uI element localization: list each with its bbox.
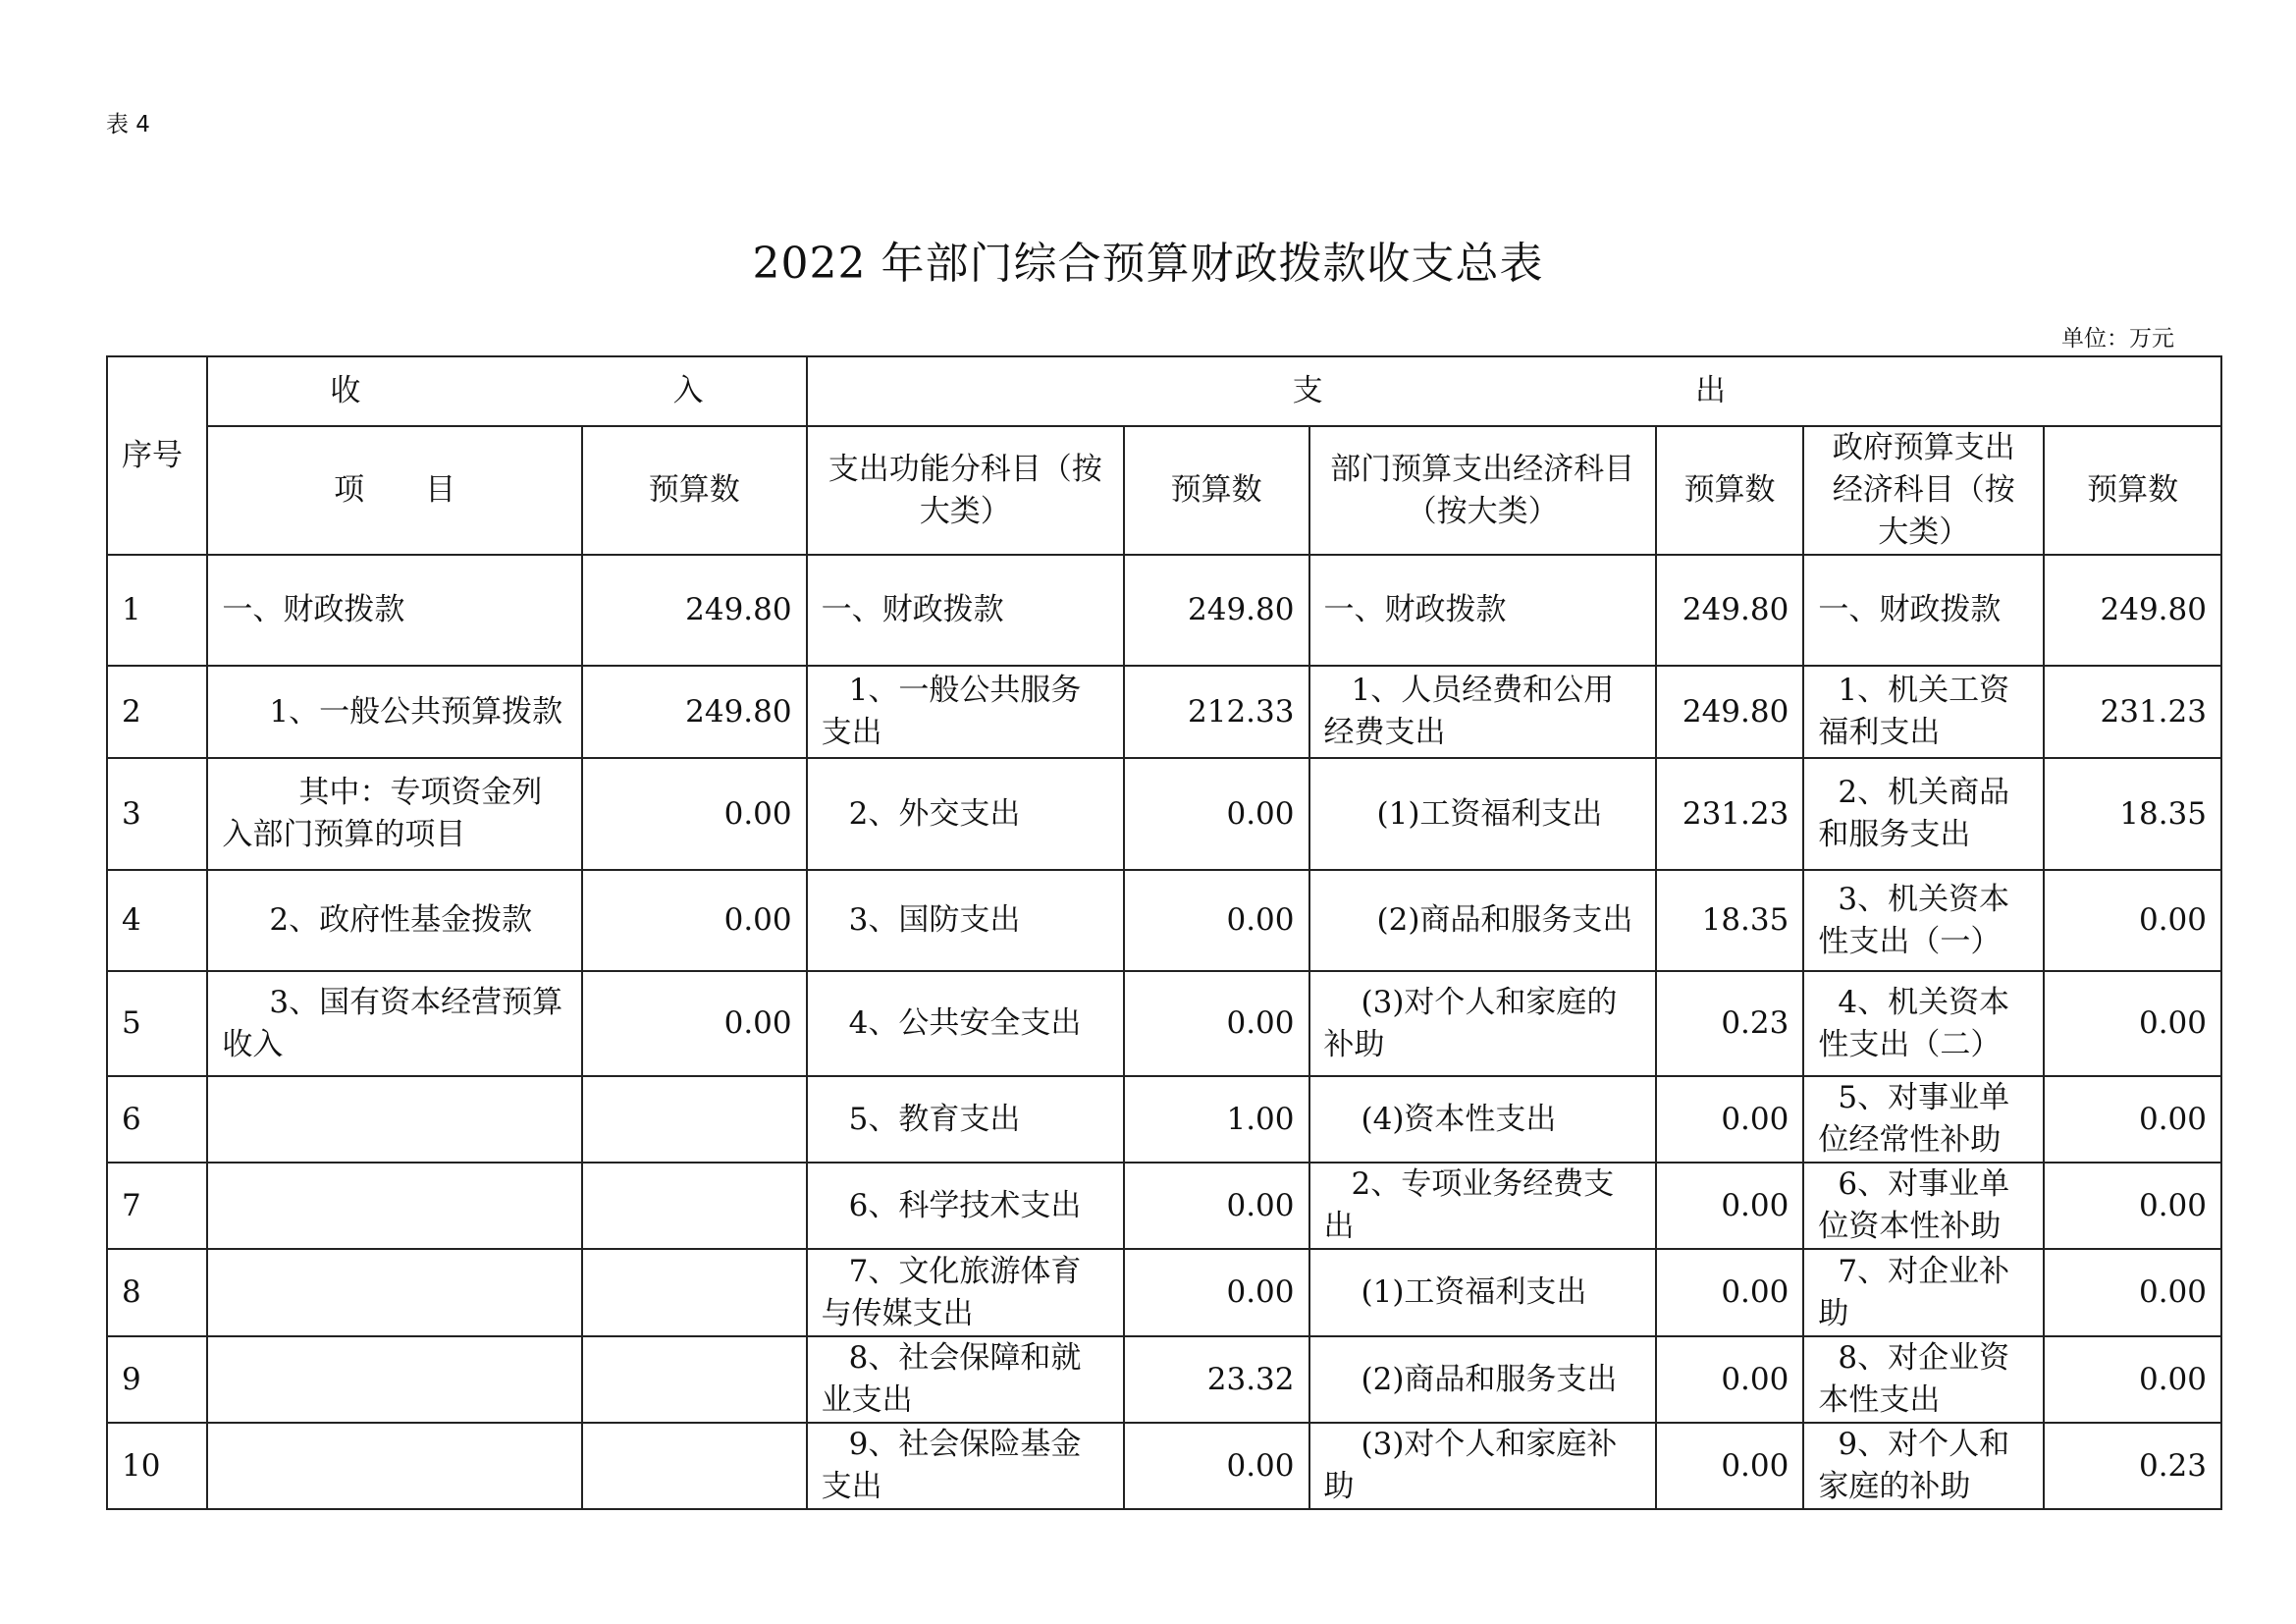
row-item: 一、财政拨款 bbox=[207, 555, 581, 666]
row-no: 4 bbox=[107, 870, 207, 971]
header-income-group bbox=[207, 356, 806, 426]
row-gov: 5、对事业单位经常性补助 bbox=[1803, 1076, 2044, 1163]
row-dept: (3)对个人和家庭补助 bbox=[1309, 1423, 1656, 1509]
row-item-amount bbox=[582, 1163, 807, 1249]
row-gov: 2、机关商品和服务支出 bbox=[1803, 758, 2044, 870]
row-item: 1、一般公共预算拨款 bbox=[207, 666, 581, 758]
header-seq: 序号 bbox=[107, 356, 207, 555]
row-gov: 6、对事业单位资本性补助 bbox=[1803, 1163, 2044, 1249]
table-row bbox=[107, 555, 2221, 666]
row-dept-amount: 249.80 bbox=[1656, 666, 1804, 758]
row-gov-amount: 231.23 bbox=[2044, 666, 2221, 758]
row-dept: (1)工资福利支出 bbox=[1309, 1249, 1656, 1336]
row-item bbox=[207, 1076, 581, 1163]
row-item bbox=[207, 1249, 581, 1336]
row-dept-amount: 0.23 bbox=[1656, 971, 1804, 1076]
header-budget-dept: 预算数 bbox=[1656, 426, 1804, 555]
row-item-amount: 0.00 bbox=[582, 971, 807, 1076]
row-func-amount: 0.00 bbox=[1124, 1163, 1309, 1249]
page-title: 2022 年部门综合预算财政拨款收支总表 bbox=[752, 239, 1544, 289]
row-dept: 1、人员经费和公用经费支出 bbox=[1309, 666, 1656, 758]
row-item: 3、国有资本经营预算收入 bbox=[207, 971, 581, 1076]
row-dept-amount: 0.00 bbox=[1656, 1249, 1804, 1336]
row-no: 3 bbox=[107, 758, 207, 870]
header-expense-char-2: 出 bbox=[1695, 373, 1726, 408]
row-gov-amount: 0.00 bbox=[2044, 1249, 2221, 1336]
row-gov-amount: 0.00 bbox=[2044, 870, 2221, 971]
row-dept-amount: 0.00 bbox=[1656, 1163, 1804, 1249]
row-dept: 一、财政拨款 bbox=[1309, 555, 1656, 666]
row-item bbox=[207, 1163, 581, 1249]
row-dept-amount: 18.35 bbox=[1656, 870, 1804, 971]
row-gov-amount: 0.00 bbox=[2044, 1163, 2221, 1249]
row-func-amount: 0.00 bbox=[1124, 1249, 1309, 1336]
table-row bbox=[107, 1336, 2221, 1423]
row-func: 1、一般公共服务支出 bbox=[807, 666, 1124, 758]
row-item-amount bbox=[582, 1423, 807, 1509]
row-func: 2、外交支出 bbox=[807, 758, 1124, 870]
row-gov: 3、机关资本性支出（一） bbox=[1803, 870, 2044, 971]
table-row bbox=[107, 1249, 2221, 1336]
row-func-amount: 0.00 bbox=[1124, 1423, 1309, 1509]
header-income-char-1: 收 bbox=[330, 373, 361, 408]
row-gov: 8、对企业资本性支出 bbox=[1803, 1336, 2044, 1423]
row-item bbox=[207, 1336, 581, 1423]
header-func-subject: 支出功能分科目（按大类） bbox=[807, 426, 1124, 555]
row-item-amount: 0.00 bbox=[582, 870, 807, 971]
row-func-amount: 1.00 bbox=[1124, 1076, 1309, 1163]
row-no: 2 bbox=[107, 666, 207, 758]
row-item: 其中：专项资金列入部门预算的项目 bbox=[207, 758, 581, 870]
row-gov-amount: 0.00 bbox=[2044, 971, 2221, 1076]
row-gov: 4、机关资本性支出（二） bbox=[1803, 971, 2044, 1076]
row-func-amount: 249.80 bbox=[1124, 555, 1309, 666]
row-dept: (3)对个人和家庭的补助 bbox=[1309, 971, 1656, 1076]
row-gov: 7、对企业补助 bbox=[1803, 1249, 2044, 1336]
row-no: 8 bbox=[107, 1249, 207, 1336]
row-func-amount: 212.33 bbox=[1124, 666, 1309, 758]
row-item: 2、政府性基金拨款 bbox=[207, 870, 581, 971]
row-func-amount: 0.00 bbox=[1124, 870, 1309, 971]
header-budget-func: 预算数 bbox=[1124, 426, 1309, 555]
table-row bbox=[107, 666, 2221, 758]
row-no: 1 bbox=[107, 555, 207, 666]
header-gov-econ: 政府预算支出经济科目（按大类） bbox=[1803, 426, 2044, 555]
table-number: 表 4 bbox=[106, 112, 150, 137]
row-gov-amount: 249.80 bbox=[2044, 555, 2221, 666]
row-dept-amount: 0.00 bbox=[1656, 1336, 1804, 1423]
row-dept: 2、专项业务经费支出 bbox=[1309, 1163, 1656, 1249]
row-func: 7、文化旅游体育与传媒支出 bbox=[807, 1249, 1124, 1336]
row-func-amount: 23.32 bbox=[1124, 1336, 1309, 1423]
header-expense-char-1: 支 bbox=[1292, 373, 1323, 408]
header-budget-gov: 预算数 bbox=[2044, 426, 2221, 555]
row-dept-amount: 249.80 bbox=[1656, 555, 1804, 666]
row-dept: (4)资本性支出 bbox=[1309, 1076, 1656, 1163]
table-row bbox=[107, 870, 2221, 971]
header-budget-income: 预算数 bbox=[582, 426, 807, 555]
row-no: 7 bbox=[107, 1163, 207, 1249]
row-item-amount: 249.80 bbox=[582, 666, 807, 758]
header-income-char-2: 入 bbox=[672, 373, 704, 408]
row-gov-amount: 0.00 bbox=[2044, 1336, 2221, 1423]
row-item-amount: 249.80 bbox=[582, 555, 807, 666]
header-item: 项 目 bbox=[207, 426, 581, 555]
table-row bbox=[107, 758, 2221, 870]
row-dept-amount: 0.00 bbox=[1656, 1076, 1804, 1163]
row-no: 6 bbox=[107, 1076, 207, 1163]
table-row bbox=[107, 1163, 2221, 1249]
row-no: 10 bbox=[107, 1423, 207, 1509]
row-func-amount: 0.00 bbox=[1124, 758, 1309, 870]
row-func: 8、社会保障和就业支出 bbox=[807, 1336, 1124, 1423]
row-item-amount: 0.00 bbox=[582, 758, 807, 870]
row-func: 9、社会保险基金支出 bbox=[807, 1423, 1124, 1509]
row-func: 一、财政拨款 bbox=[807, 555, 1124, 666]
row-dept: (2)商品和服务支出 bbox=[1309, 1336, 1656, 1423]
row-func: 6、科学技术支出 bbox=[807, 1163, 1124, 1249]
header-expense-group bbox=[807, 356, 2221, 426]
row-dept: (1)工资福利支出 bbox=[1309, 758, 1656, 870]
row-func: 5、教育支出 bbox=[807, 1076, 1124, 1163]
budget-table bbox=[106, 355, 2222, 1510]
row-gov-amount: 18.35 bbox=[2044, 758, 2221, 870]
row-item bbox=[207, 1423, 581, 1509]
row-no: 5 bbox=[107, 971, 207, 1076]
table-row bbox=[107, 1423, 2221, 1509]
header-row-groups bbox=[107, 356, 2221, 426]
row-item-amount bbox=[582, 1336, 807, 1423]
row-item-amount bbox=[582, 1076, 807, 1163]
header-dept-econ: 部门预算支出经济科目（按大类） bbox=[1309, 426, 1656, 555]
row-gov-amount: 0.00 bbox=[2044, 1076, 2221, 1163]
row-func: 3、国防支出 bbox=[807, 870, 1124, 971]
unit-label: 单位：万元 bbox=[2061, 326, 2174, 352]
row-gov: 1、机关工资福利支出 bbox=[1803, 666, 2044, 758]
row-gov-amount: 0.23 bbox=[2044, 1423, 2221, 1509]
row-dept-amount: 0.00 bbox=[1656, 1423, 1804, 1509]
row-func-amount: 0.00 bbox=[1124, 971, 1309, 1076]
row-no: 9 bbox=[107, 1336, 207, 1423]
row-gov: 9、对个人和家庭的补助 bbox=[1803, 1423, 2044, 1509]
row-item-amount bbox=[582, 1249, 807, 1336]
row-func: 4、公共安全支出 bbox=[807, 971, 1124, 1076]
header-row-columns bbox=[107, 426, 2221, 555]
row-gov: 一、财政拨款 bbox=[1803, 555, 2044, 666]
row-dept-amount: 231.23 bbox=[1656, 758, 1804, 870]
row-dept: (2)商品和服务支出 bbox=[1309, 870, 1656, 971]
table-row bbox=[107, 971, 2221, 1076]
table-row bbox=[107, 1076, 2221, 1163]
